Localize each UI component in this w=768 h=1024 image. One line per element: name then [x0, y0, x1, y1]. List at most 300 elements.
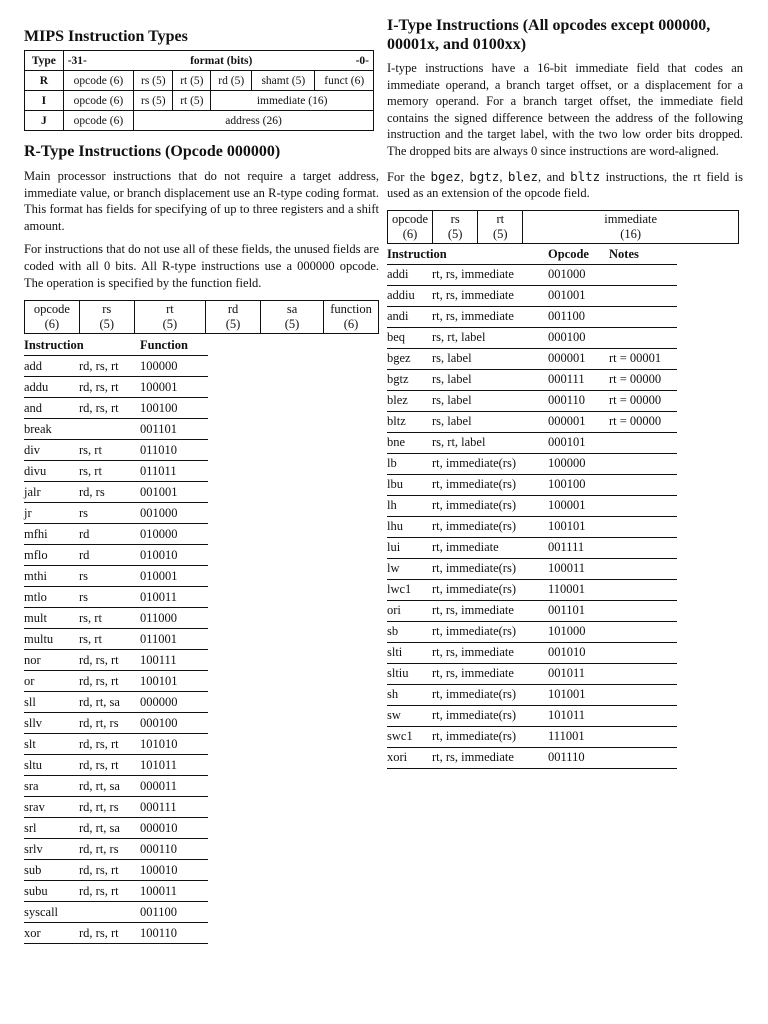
rtype-table-row	[24, 398, 208, 419]
mnemonic: jr	[24, 503, 79, 524]
i-rt-field: rt (5)	[173, 91, 211, 111]
function-code: 001101	[140, 419, 208, 440]
function-code: 011010	[140, 440, 208, 461]
mnemonic: srl	[24, 818, 79, 839]
r-funct-field: funct (6)	[315, 71, 374, 91]
operands: rd	[79, 524, 140, 545]
function-code: 100110	[140, 923, 208, 944]
itype-table-row	[387, 642, 677, 663]
mnemonic: blez	[387, 390, 432, 411]
rtype-table-header	[24, 336, 208, 356]
mips-types-heading: MIPS Instruction Types	[24, 28, 188, 45]
function-code: 000010	[140, 818, 208, 839]
notes	[609, 579, 677, 600]
field-bits: (5)	[493, 226, 508, 241]
rtype-table-row	[24, 734, 208, 755]
itype-p2-text-d: , and	[538, 169, 571, 184]
mnemonic: lhu	[387, 516, 432, 537]
mnemonic: sltu	[24, 755, 79, 776]
field-bits: (5)	[447, 226, 463, 241]
function-code: 010010	[140, 545, 208, 566]
itype-table-row	[387, 663, 677, 684]
itype-heading: I-Type Instructions (All opcodes except 000000, 00001x, and 0100xx)	[387, 17, 711, 53]
operands: rs, label	[432, 411, 548, 432]
itype-table-row	[387, 369, 677, 390]
rtype-table-row	[24, 881, 208, 902]
notes	[609, 600, 677, 621]
mnemonic: sltiu	[387, 663, 432, 684]
itype-paragraph-2	[387, 169, 743, 202]
itype-table-row	[387, 558, 677, 579]
notes	[609, 264, 677, 285]
opcode: 100011	[548, 558, 609, 579]
rtype-table-row	[24, 650, 208, 671]
function-code: 011011	[140, 461, 208, 482]
opcode: 100100	[548, 474, 609, 495]
function-code: 010001	[140, 566, 208, 587]
bgtz-code: bgtz	[469, 168, 500, 184]
operands: rd, rt, rs	[79, 839, 140, 860]
opcode: 001101	[548, 600, 609, 621]
mnemonic: or	[24, 671, 79, 692]
mnemonic: mtlo	[24, 587, 79, 608]
operands: rd, rs, rt	[79, 398, 140, 419]
notes	[609, 705, 677, 726]
field-name: immediate	[604, 211, 658, 226]
itype-p2-text-a: For the	[387, 169, 431, 184]
format-header-row	[25, 51, 374, 71]
rtype-field-box	[260, 301, 323, 334]
notes	[609, 558, 677, 579]
operands: rd, rs, rt	[79, 734, 140, 755]
operands: rt, rs, immediate	[432, 600, 548, 621]
left-column	[24, 0, 379, 944]
rtype-field-box	[79, 301, 134, 334]
mnemonic: syscall	[24, 902, 79, 923]
rtype-field-box	[134, 301, 205, 334]
itype-table-row	[387, 705, 677, 726]
function-code: 000011	[140, 776, 208, 797]
itype-table-row	[387, 390, 677, 411]
mnemonic: srlv	[24, 839, 79, 860]
j-type-label: J	[25, 111, 64, 131]
notes	[609, 327, 677, 348]
operands: rd, rt, rs	[79, 713, 140, 734]
rtype-table-row	[24, 608, 208, 629]
function-code: 101010	[140, 734, 208, 755]
function-code: 100111	[140, 650, 208, 671]
rtype-table-row	[24, 797, 208, 818]
mnemonic: lwc1	[387, 579, 432, 600]
operands: rd	[79, 545, 140, 566]
function-code: 001000	[140, 503, 208, 524]
itype-table-row	[387, 453, 677, 474]
field-bits: (6)	[44, 317, 60, 332]
instruction-format-table	[24, 50, 374, 131]
rtype-field-box	[324, 301, 379, 334]
mnemonic: multu	[24, 629, 79, 650]
mnemonic: sra	[24, 776, 79, 797]
blez-code: blez	[507, 168, 539, 184]
operands: rt, immediate(rs)	[432, 684, 548, 705]
mnemonic: sub	[24, 860, 79, 881]
function-code: 100011	[140, 881, 208, 902]
operands: rd, rs, rt	[79, 881, 140, 902]
rtype-table-row	[24, 629, 208, 650]
r-rs-field: rs (5)	[134, 71, 173, 91]
function-code: 011001	[140, 629, 208, 650]
itype-p2-text-c: ,	[499, 169, 508, 184]
operands	[79, 419, 140, 440]
mnemonic: andi	[387, 306, 432, 327]
field-name: opcode	[392, 211, 429, 226]
function-code: 100101	[140, 671, 208, 692]
operands: rt, rs, immediate	[432, 642, 548, 663]
mnemonic: add	[24, 356, 79, 377]
operands: rd, rs, rt	[79, 860, 140, 881]
mnemonic: bltz	[387, 411, 432, 432]
operands: rd, rs, rt	[79, 755, 140, 776]
itype-field-box	[433, 210, 478, 243]
opcode: 100000	[548, 453, 609, 474]
notes	[609, 621, 677, 642]
rtype-table-row	[24, 587, 208, 608]
itype-table-row	[387, 306, 677, 327]
itype-table-row	[387, 537, 677, 558]
rtype-table-row	[24, 755, 208, 776]
rtype-table-row	[24, 671, 208, 692]
operands: rs	[79, 503, 140, 524]
mnemonic: and	[24, 398, 79, 419]
operands: rs, label	[432, 390, 548, 411]
function-code: 010000	[140, 524, 208, 545]
field-bits: (6)	[343, 317, 359, 332]
notes: rt = 00000	[609, 411, 677, 432]
mnemonic: addu	[24, 377, 79, 398]
operands: rs, rt	[79, 461, 140, 482]
mnemonic: lui	[387, 537, 432, 558]
itype-table-row	[387, 579, 677, 600]
operands: rd, rs, rt	[79, 356, 140, 377]
operands: rd, rt, sa	[79, 776, 140, 797]
itype-table-row	[387, 411, 677, 432]
rtype-table-row	[24, 776, 208, 797]
mnemonic: bne	[387, 432, 432, 453]
itype-table-row	[387, 684, 677, 705]
bits-header	[63, 51, 373, 71]
itype-table-header	[387, 245, 677, 265]
notes	[609, 453, 677, 474]
function-code: 010011	[140, 587, 208, 608]
field-name: opcode	[33, 302, 70, 317]
j-format-row	[25, 111, 374, 131]
operands: rd, rs, rt	[79, 671, 140, 692]
mnemonic: addiu	[387, 285, 432, 306]
rtype-field-box	[206, 301, 261, 334]
opcode: 111001	[548, 726, 609, 747]
format-bits-label: format (bits)	[190, 54, 253, 67]
rtype-field-row	[25, 301, 379, 334]
rtype-table-row	[24, 818, 208, 839]
mnemonic: sllv	[24, 713, 79, 734]
mnemonic: divu	[24, 461, 79, 482]
field-name: rs	[450, 211, 460, 226]
itype-field-row	[388, 210, 739, 243]
field-name: sa	[286, 302, 298, 317]
notes	[609, 474, 677, 495]
operands: rs, rt	[79, 440, 140, 461]
itype-paragraph-1: I-type instructions have a 16-bit immediate field that codes an immediate operand, a branch target offset, or a displacement for a memory operand. For a branch target offset, the immediate field contains the signed difference between the address of the following instruction and the target label, with the two low order bits dropped. The dropped bits are always 0 since instructions are word-aligned.	[387, 61, 743, 158]
operands: rd, rt, sa	[79, 818, 140, 839]
field-bits: (5)	[99, 317, 115, 332]
operands: rd, rs, rt	[79, 923, 140, 944]
mnemonic: swc1	[387, 726, 432, 747]
rtype-heading: R-Type Instructions (Opcode 000000)	[24, 143, 281, 160]
opcode: 000100	[548, 327, 609, 348]
itype-table-row	[387, 327, 677, 348]
r-format-row	[25, 71, 374, 91]
mnemonic: lb	[387, 453, 432, 474]
mnemonic: ori	[387, 600, 432, 621]
opcode: 001011	[548, 663, 609, 684]
operands: rs, rt	[79, 608, 140, 629]
mnemonic: addi	[387, 264, 432, 285]
notes	[609, 516, 677, 537]
r-type-label: R	[25, 71, 64, 91]
mnemonic: mflo	[24, 545, 79, 566]
itype-instruction-table	[387, 245, 677, 769]
function-code: 001100	[140, 902, 208, 923]
opcode: 000110	[548, 390, 609, 411]
operands: rs, rt, label	[432, 327, 548, 348]
rtype-col-instruction: Instruction	[24, 336, 140, 356]
operands: rd, rt, sa	[79, 692, 140, 713]
itype-table-row	[387, 495, 677, 516]
notes: rt = 00001	[609, 348, 677, 369]
itype-table-row	[387, 726, 677, 747]
i-immediate-field: immediate (16)	[211, 91, 374, 111]
mnemonic: sb	[387, 621, 432, 642]
field-bits: (5)	[284, 317, 300, 332]
rtype-table-row	[24, 713, 208, 734]
mnemonic: nor	[24, 650, 79, 671]
rtype-paragraph-1: Main processor instructions that do not require a target address, immediate value, or branch displacement use an R-type coding format. This format has fields for specifying of up to three registers and a shift amount.	[24, 169, 379, 233]
function-code: 011000	[140, 608, 208, 629]
function-code: 100000	[140, 356, 208, 377]
mnemonic: mfhi	[24, 524, 79, 545]
field-name: rt	[496, 211, 505, 226]
rtype-table-row	[24, 356, 208, 377]
notes	[609, 642, 677, 663]
rtype-instruction-table	[24, 336, 208, 944]
itype-field-box	[478, 210, 523, 243]
operands: rd, rs	[79, 482, 140, 503]
rtype-table-row	[24, 377, 208, 398]
type-header: Type	[25, 51, 64, 71]
bltz-code: bltz	[570, 168, 601, 184]
itype-field-layout	[387, 210, 739, 244]
itype-table-row	[387, 264, 677, 285]
mnemonic: mult	[24, 608, 79, 629]
operands: rt, immediate(rs)	[432, 621, 548, 642]
rtype-paragraph-2: For instructions that do not use all of these fields, the unused fields are coded with all 0 bits. All R-type instructions use a 000000 opcode. The operation is specified by the function field.	[24, 242, 379, 290]
opcode: 000111	[548, 369, 609, 390]
operands: rt, rs, immediate	[432, 747, 548, 768]
operands: rs	[79, 566, 140, 587]
itype-table-row	[387, 621, 677, 642]
rtype-table-row	[24, 860, 208, 881]
opcode: 100001	[548, 495, 609, 516]
operands: rs	[79, 587, 140, 608]
field-name: rs	[102, 302, 112, 317]
opcode: 000001	[548, 411, 609, 432]
rtype-table-row	[24, 692, 208, 713]
i-opcode-field: opcode (6)	[63, 91, 133, 111]
rtype-table-row	[24, 503, 208, 524]
itype-table-row	[387, 516, 677, 537]
operands: rt, immediate	[432, 537, 548, 558]
opcode: 101001	[548, 684, 609, 705]
rtype-field-box	[25, 301, 80, 334]
function-code: 000100	[140, 713, 208, 734]
field-bits: (5)	[225, 317, 241, 332]
opcode: 001010	[548, 642, 609, 663]
rtype-table-row	[24, 566, 208, 587]
field-name: function	[330, 302, 372, 317]
itype-table-row	[387, 474, 677, 495]
function-code: 000110	[140, 839, 208, 860]
opcode: 100101	[548, 516, 609, 537]
rtype-table-row	[24, 461, 208, 482]
i-type-label: I	[25, 91, 64, 111]
mnemonic: div	[24, 440, 79, 461]
itype-table-row	[387, 747, 677, 768]
operands: rs, label	[432, 369, 548, 390]
opcode: 001111	[548, 537, 609, 558]
notes	[609, 285, 677, 306]
mnemonic: xori	[387, 747, 432, 768]
j-opcode-field: opcode (6)	[63, 111, 133, 131]
function-code: 100010	[140, 860, 208, 881]
mnemonic: subu	[24, 881, 79, 902]
operands: rs, label	[432, 348, 548, 369]
rtype-table-row	[24, 545, 208, 566]
itype-col-instruction: Instruction	[387, 245, 548, 265]
operands: rd, rs, rt	[79, 650, 140, 671]
operands	[79, 902, 140, 923]
itype-field-box	[388, 210, 433, 243]
operands: rt, rs, immediate	[432, 663, 548, 684]
field-name: rt	[166, 302, 174, 317]
notes	[609, 684, 677, 705]
operands: rt, immediate(rs)	[432, 474, 548, 495]
rtype-table-row	[24, 902, 208, 923]
operands: rt, immediate(rs)	[432, 558, 548, 579]
opcode: 101000	[548, 621, 609, 642]
notes	[609, 432, 677, 453]
j-address-field: address (26)	[134, 111, 374, 131]
itype-table-row	[387, 285, 677, 306]
mnemonic: mthi	[24, 566, 79, 587]
operands: rt, immediate(rs)	[432, 453, 548, 474]
field-bits: (6)	[402, 226, 418, 241]
mnemonic: lh	[387, 495, 432, 516]
itype-table-row	[387, 348, 677, 369]
rtype-table-row	[24, 419, 208, 440]
function-code: 001001	[140, 482, 208, 503]
mnemonic: bgez	[387, 348, 432, 369]
mnemonic: lbu	[387, 474, 432, 495]
itype-field-box	[523, 210, 739, 243]
mnemonic: slt	[24, 734, 79, 755]
notes	[609, 726, 677, 747]
rtype-table-row	[24, 524, 208, 545]
operands: rt, rs, immediate	[432, 285, 548, 306]
function-code: 101011	[140, 755, 208, 776]
bit-0-label: -0-	[355, 54, 369, 67]
opcode: 001000	[548, 264, 609, 285]
operands: rt, immediate(rs)	[432, 495, 548, 516]
notes	[609, 537, 677, 558]
field-bits: (16)	[620, 226, 642, 241]
rtype-table-row	[24, 440, 208, 461]
operands: rs, rt, label	[432, 432, 548, 453]
i-format-row	[25, 91, 374, 111]
opcode: 001001	[548, 285, 609, 306]
operands: rs, rt	[79, 629, 140, 650]
operands: rt, immediate(rs)	[432, 726, 548, 747]
mnemonic: sll	[24, 692, 79, 713]
i-rs-field: rs (5)	[134, 91, 173, 111]
itype-col-opcode: Opcode	[548, 245, 609, 265]
rtype-field-layout	[24, 300, 379, 334]
operands: rt, immediate(rs)	[432, 579, 548, 600]
function-code: 000000	[140, 692, 208, 713]
itype-table-row	[387, 600, 677, 621]
mnemonic: sw	[387, 705, 432, 726]
bit-31-label: -31-	[67, 54, 87, 67]
notes	[609, 495, 677, 516]
rtype-table-row	[24, 839, 208, 860]
rtype-table-row	[24, 482, 208, 503]
mnemonic: srav	[24, 797, 79, 818]
opcode: 000101	[548, 432, 609, 453]
mnemonic: beq	[387, 327, 432, 348]
mnemonic: xor	[24, 923, 79, 944]
function-code: 000111	[140, 797, 208, 818]
field-name: rd	[227, 302, 239, 317]
r-shamt-field: shamt (5)	[252, 71, 315, 91]
right-column	[387, 0, 743, 769]
mnemonic: jalr	[24, 482, 79, 503]
notes	[609, 663, 677, 684]
opcode: 000001	[548, 348, 609, 369]
operands: rt, rs, immediate	[432, 264, 548, 285]
mnemonic: break	[24, 419, 79, 440]
r-opcode-field: opcode (6)	[63, 71, 133, 91]
mnemonic: bgtz	[387, 369, 432, 390]
itype-col-notes: Notes	[609, 245, 677, 265]
field-bits: (5)	[162, 317, 178, 332]
notes	[609, 747, 677, 768]
itype-p2-text-b: ,	[460, 169, 470, 184]
operands: rd, rt, rs	[79, 797, 140, 818]
opcode: 001100	[548, 306, 609, 327]
operands: rt, immediate(rs)	[432, 516, 548, 537]
operands: rd, rs, rt	[79, 377, 140, 398]
itype-p2-text-e: instructions, the rt field is used as an extension of the opcode field.	[387, 169, 744, 201]
notes: rt = 00000	[609, 390, 677, 411]
